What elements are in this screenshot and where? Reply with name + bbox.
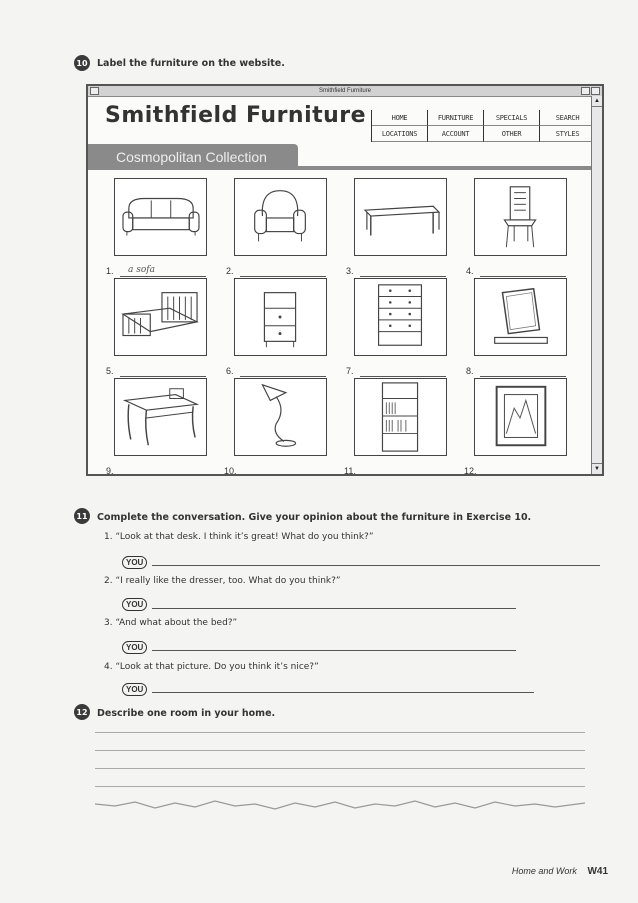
exercise-10-title: Label the furniture on the website. <box>97 58 285 69</box>
item-number: 4. <box>466 266 474 276</box>
maximize-icon[interactable] <box>591 87 600 95</box>
answer-line[interactable] <box>484 475 566 476</box>
dresser-image <box>354 278 447 356</box>
you-label: YOU <box>122 641 147 654</box>
item-number: 3. <box>346 266 354 276</box>
answer-line[interactable] <box>152 692 534 693</box>
answer-line[interactable] <box>480 276 566 277</box>
nightstand-icon <box>235 279 326 355</box>
nav-home[interactable]: HOME <box>372 110 428 126</box>
nav-specials[interactable]: SPECIALS <box>484 110 540 126</box>
you-label: YOU <box>122 683 147 696</box>
bed-image <box>114 278 207 356</box>
page-number: W41 <box>587 866 608 877</box>
scroll-down-icon[interactable]: ▼ <box>592 463 602 474</box>
nav-styles[interactable]: STYLES <box>540 126 596 142</box>
table-image <box>354 178 447 256</box>
mirror-icon <box>475 279 566 355</box>
nav-account[interactable]: ACCOUNT <box>428 126 484 142</box>
armchair-image <box>234 178 327 256</box>
item-number: 1. <box>106 266 114 276</box>
collection-tab: Cosmopolitan Collection <box>88 144 298 170</box>
item-number: 12. <box>464 466 477 476</box>
nav-search[interactable]: SEARCH <box>540 110 596 126</box>
answer-line[interactable] <box>152 650 516 651</box>
you-label: YOU <box>122 556 147 569</box>
minimize-icon[interactable] <box>581 87 590 95</box>
writing-area[interactable] <box>95 716 585 816</box>
desk-icon <box>115 379 206 455</box>
item-number: 10. <box>224 466 237 476</box>
item-number: 2. <box>226 266 234 276</box>
answer-line[interactable] <box>126 475 206 476</box>
bed-icon <box>115 279 206 355</box>
desk-image <box>114 378 207 456</box>
close-icon[interactable] <box>90 87 99 95</box>
torn-edge <box>95 794 585 818</box>
nav-other[interactable]: OTHER <box>484 126 540 142</box>
nightstand-image <box>234 278 327 356</box>
lamp-icon <box>235 379 326 455</box>
answer-line[interactable] <box>360 376 446 377</box>
browser-window <box>86 84 604 476</box>
window-title: Smithfield Furniture <box>318 88 372 94</box>
writing-line[interactable] <box>95 750 585 751</box>
answer-line[interactable] <box>360 276 446 277</box>
site-header <box>88 97 602 147</box>
writing-line[interactable] <box>95 732 585 733</box>
answer-line[interactable] <box>152 608 516 609</box>
answer-line[interactable] <box>120 276 206 277</box>
scroll-up-icon[interactable]: ▲ <box>592 96 602 107</box>
you-label: YOU <box>122 598 147 611</box>
sofa-icon <box>115 179 206 255</box>
exercise-10-badge: 10 <box>74 55 90 71</box>
exercise-11-badge: 11 <box>74 508 90 524</box>
answer-line[interactable] <box>244 475 326 476</box>
window-titlebar <box>88 86 602 97</box>
item-number: 7. <box>346 366 354 376</box>
answer-line[interactable] <box>364 475 446 476</box>
picture-image <box>474 378 567 456</box>
item-number: 5. <box>106 366 114 376</box>
item-number: 9. <box>106 466 114 476</box>
question-3: 3. “And what about the bed?” <box>104 618 238 628</box>
item-number: 6. <box>226 366 234 376</box>
armchair-icon <box>235 179 326 255</box>
writing-line[interactable] <box>95 786 585 787</box>
lamp-image <box>234 378 327 456</box>
item-number: 8. <box>466 366 474 376</box>
answer-line[interactable] <box>120 376 206 377</box>
scrollbar[interactable] <box>591 96 602 474</box>
site-nav <box>371 110 596 142</box>
question-1: 1. “Look at that desk. I think it’s great! What do you think?” <box>104 532 374 542</box>
dresser-icon <box>355 279 446 355</box>
answer-line[interactable] <box>240 376 326 377</box>
answer-line[interactable] <box>480 376 566 377</box>
mirror-image <box>474 278 567 356</box>
site-title: Smithfield Furniture <box>105 103 367 128</box>
answer-line[interactable] <box>152 565 600 566</box>
sofa-image <box>114 178 207 256</box>
page-footer <box>512 866 608 877</box>
question-4: 4. “Look at that picture. Do you think it’s nice?” <box>104 662 319 672</box>
writing-line[interactable] <box>95 768 585 769</box>
bookcase-icon <box>355 379 446 455</box>
question-2: 2. “I really like the dresser, too. What do you think?” <box>104 576 341 586</box>
exercise-12-title: Describe one room in your home. <box>97 708 276 719</box>
nav-furniture[interactable]: FURNITURE <box>428 110 484 126</box>
exercise-11-title: Complete the conversation. Give your opinion about the furniture in Exercise 10. <box>97 512 532 523</box>
table-icon <box>355 179 446 255</box>
nav-locations[interactable]: LOCATIONS <box>372 126 428 142</box>
picture-icon <box>475 379 566 455</box>
chair-icon <box>475 179 566 255</box>
chair-image <box>474 178 567 256</box>
exercise-12-badge: 12 <box>74 704 90 720</box>
item-number: 11. <box>344 466 356 476</box>
footer-section: Home and Work <box>511 866 577 876</box>
item-1-answer[interactable]: a sofa <box>128 265 155 275</box>
answer-line[interactable] <box>240 276 326 277</box>
bookcase-image <box>354 378 447 456</box>
